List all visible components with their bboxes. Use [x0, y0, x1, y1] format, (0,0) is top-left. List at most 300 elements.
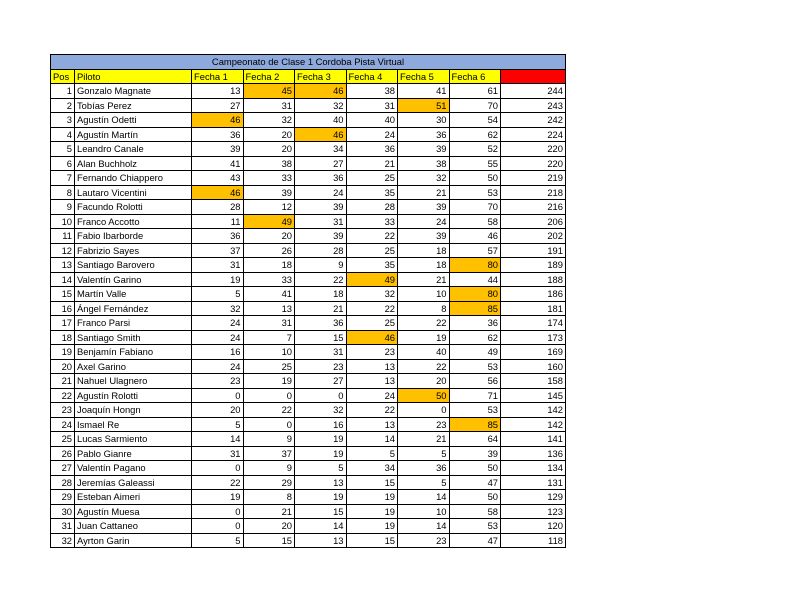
fecha-1-score-cell[interactable]: 43 [192, 171, 244, 186]
fecha-4-score-cell[interactable]: 13 [346, 359, 398, 374]
fecha-5-score-cell[interactable]: 21 [398, 185, 450, 200]
fecha-1-score-cell[interactable]: 46 [192, 113, 244, 128]
points-cell[interactable]: 169 [501, 345, 566, 360]
fecha-1-score-cell[interactable]: 5 [192, 287, 244, 302]
header-fecha-6[interactable]: Fecha 6 [449, 69, 501, 84]
fecha-1-score-cell[interactable]: 32 [192, 301, 244, 316]
points-cell[interactable]: 136 [501, 446, 566, 461]
fecha-1-score-cell[interactable]: 24 [192, 359, 244, 374]
pilot-name-cell[interactable]: Santiago Barovero [75, 258, 192, 273]
fecha-1-score-cell[interactable]: 31 [192, 258, 244, 273]
fecha-2-score-cell[interactable]: 10 [243, 345, 295, 360]
fecha-3-score-cell[interactable]: 23 [295, 359, 347, 374]
fecha-3-score-cell[interactable]: 18 [295, 287, 347, 302]
pilot-name-cell[interactable]: Alan Buchholz [75, 156, 192, 171]
fecha-4-score-cell[interactable]: 13 [346, 374, 398, 389]
fecha-3-score-cell[interactable]: 46 [295, 127, 347, 142]
fecha-6-score-cell[interactable]: 52 [449, 142, 501, 157]
fecha-1-score-cell[interactable]: 0 [192, 461, 244, 476]
pos-cell[interactable]: 26 [51, 446, 75, 461]
pilot-name-cell[interactable]: Santiago Smith [75, 330, 192, 345]
fecha-4-score-cell[interactable]: 40 [346, 113, 398, 128]
pos-cell[interactable]: 27 [51, 461, 75, 476]
points-cell[interactable]: 186 [501, 287, 566, 302]
fecha-2-score-cell[interactable]: 22 [243, 403, 295, 418]
fecha-6-score-cell[interactable]: 64 [449, 432, 501, 447]
fecha-6-score-cell[interactable]: 50 [449, 461, 501, 476]
fecha-2-score-cell[interactable]: 18 [243, 258, 295, 273]
pos-cell[interactable]: 25 [51, 432, 75, 447]
fecha-6-score-cell[interactable]: 53 [449, 519, 501, 534]
fecha-4-score-cell[interactable]: 15 [346, 475, 398, 490]
fecha-5-score-cell[interactable]: 22 [398, 316, 450, 331]
points-cell[interactable]: 218 [501, 185, 566, 200]
fecha-1-score-cell[interactable]: 23 [192, 374, 244, 389]
fecha-3-score-cell[interactable]: 32 [295, 403, 347, 418]
pilot-name-cell[interactable]: Pablo Gianre [75, 446, 192, 461]
fecha-4-score-cell[interactable]: 31 [346, 98, 398, 113]
fecha-3-score-cell[interactable]: 32 [295, 98, 347, 113]
pos-cell[interactable]: 31 [51, 519, 75, 534]
fecha-6-score-cell[interactable]: 70 [449, 200, 501, 215]
fecha-6-score-cell[interactable]: 58 [449, 504, 501, 519]
fecha-2-score-cell[interactable]: 19 [243, 374, 295, 389]
fecha-4-score-cell[interactable]: 22 [346, 229, 398, 244]
fecha-2-score-cell[interactable]: 25 [243, 359, 295, 374]
fecha-3-score-cell[interactable]: 5 [295, 461, 347, 476]
fecha-1-score-cell[interactable]: 24 [192, 330, 244, 345]
pilot-name-cell[interactable]: Juan Cattaneo [75, 519, 192, 534]
pos-cell[interactable]: 19 [51, 345, 75, 360]
fecha-6-score-cell[interactable]: 50 [449, 171, 501, 186]
pilot-name-cell[interactable]: Fernando Chiappero [75, 171, 192, 186]
fecha-4-score-cell[interactable]: 21 [346, 156, 398, 171]
pilot-name-cell[interactable]: Fabrizio Sayes [75, 243, 192, 258]
fecha-4-score-cell[interactable]: 24 [346, 388, 398, 403]
fecha-6-score-cell[interactable]: 46 [449, 229, 501, 244]
pos-cell[interactable]: 21 [51, 374, 75, 389]
fecha-5-score-cell[interactable]: 10 [398, 287, 450, 302]
pos-cell[interactable]: 4 [51, 127, 75, 142]
header-pilot[interactable]: Piloto [75, 69, 192, 84]
fecha-4-score-cell[interactable]: 35 [346, 258, 398, 273]
fecha-4-score-cell[interactable]: 28 [346, 200, 398, 215]
pilot-name-cell[interactable]: Gonzalo Magnate [75, 84, 192, 99]
fecha-4-score-cell[interactable]: 32 [346, 287, 398, 302]
fecha-5-score-cell[interactable]: 23 [398, 417, 450, 432]
fecha-5-score-cell[interactable]: 39 [398, 200, 450, 215]
fecha-2-score-cell[interactable]: 45 [243, 84, 295, 99]
points-cell[interactable]: 158 [501, 374, 566, 389]
pos-cell[interactable]: 9 [51, 200, 75, 215]
fecha-5-score-cell[interactable]: 20 [398, 374, 450, 389]
fecha-2-score-cell[interactable]: 8 [243, 490, 295, 505]
pos-cell[interactable]: 11 [51, 229, 75, 244]
points-cell[interactable]: 224 [501, 127, 566, 142]
fecha-5-score-cell[interactable]: 18 [398, 243, 450, 258]
fecha-5-score-cell[interactable]: 39 [398, 229, 450, 244]
fecha-1-score-cell[interactable]: 27 [192, 98, 244, 113]
fecha-6-score-cell[interactable]: 85 [449, 301, 501, 316]
pos-cell[interactable]: 17 [51, 316, 75, 331]
fecha-3-score-cell[interactable]: 40 [295, 113, 347, 128]
fecha-3-score-cell[interactable]: 14 [295, 519, 347, 534]
fecha-3-score-cell[interactable]: 31 [295, 345, 347, 360]
fecha-1-score-cell[interactable]: 22 [192, 475, 244, 490]
pos-cell[interactable]: 24 [51, 417, 75, 432]
fecha-1-score-cell[interactable]: 14 [192, 432, 244, 447]
pos-cell[interactable]: 22 [51, 388, 75, 403]
pilot-name-cell[interactable]: Agustín Martín [75, 127, 192, 142]
fecha-1-score-cell[interactable]: 0 [192, 519, 244, 534]
pilot-name-cell[interactable]: Agustín Rolotti [75, 388, 192, 403]
points-cell[interactable]: 191 [501, 243, 566, 258]
fecha-3-score-cell[interactable]: 19 [295, 490, 347, 505]
fecha-1-score-cell[interactable]: 39 [192, 142, 244, 157]
fecha-4-score-cell[interactable]: 34 [346, 461, 398, 476]
fecha-6-score-cell[interactable]: 62 [449, 127, 501, 142]
points-cell[interactable]: 142 [501, 417, 566, 432]
fecha-3-score-cell[interactable]: 27 [295, 156, 347, 171]
fecha-4-score-cell[interactable]: 33 [346, 214, 398, 229]
fecha-5-score-cell[interactable]: 18 [398, 258, 450, 273]
fecha-6-score-cell[interactable]: 85 [449, 417, 501, 432]
pos-cell[interactable]: 29 [51, 490, 75, 505]
pos-cell[interactable]: 1 [51, 84, 75, 99]
fecha-6-score-cell[interactable]: 53 [449, 359, 501, 374]
points-cell[interactable]: 174 [501, 316, 566, 331]
fecha-5-score-cell[interactable]: 39 [398, 142, 450, 157]
fecha-2-score-cell[interactable]: 49 [243, 214, 295, 229]
fecha-3-score-cell[interactable]: 39 [295, 229, 347, 244]
points-cell[interactable]: 216 [501, 200, 566, 215]
pos-cell[interactable]: 13 [51, 258, 75, 273]
fecha-3-score-cell[interactable]: 22 [295, 272, 347, 287]
fecha-3-score-cell[interactable]: 31 [295, 214, 347, 229]
fecha-1-score-cell[interactable]: 20 [192, 403, 244, 418]
pos-cell[interactable]: 15 [51, 287, 75, 302]
fecha-5-score-cell[interactable]: 41 [398, 84, 450, 99]
pos-cell[interactable]: 20 [51, 359, 75, 374]
fecha-4-score-cell[interactable]: 5 [346, 446, 398, 461]
fecha-6-score-cell[interactable]: 47 [449, 533, 501, 548]
fecha-4-score-cell[interactable]: 15 [346, 533, 398, 548]
pilot-name-cell[interactable]: Franco Accotto [75, 214, 192, 229]
fecha-2-score-cell[interactable]: 9 [243, 432, 295, 447]
fecha-6-score-cell[interactable]: 71 [449, 388, 501, 403]
fecha-5-score-cell[interactable]: 19 [398, 330, 450, 345]
points-cell[interactable]: 142 [501, 403, 566, 418]
fecha-6-score-cell[interactable]: 70 [449, 98, 501, 113]
fecha-3-score-cell[interactable]: 36 [295, 316, 347, 331]
fecha-4-score-cell[interactable]: 49 [346, 272, 398, 287]
fecha-1-score-cell[interactable]: 24 [192, 316, 244, 331]
fecha-2-score-cell[interactable]: 0 [243, 417, 295, 432]
fecha-2-score-cell[interactable]: 31 [243, 98, 295, 113]
pilot-name-cell[interactable]: Lucas Sarmiento [75, 432, 192, 447]
fecha-4-score-cell[interactable]: 19 [346, 504, 398, 519]
fecha-5-score-cell[interactable]: 36 [398, 461, 450, 476]
fecha-3-score-cell[interactable]: 9 [295, 258, 347, 273]
fecha-2-score-cell[interactable]: 33 [243, 171, 295, 186]
fecha-3-score-cell[interactable]: 36 [295, 171, 347, 186]
pos-cell[interactable]: 12 [51, 243, 75, 258]
fecha-2-score-cell[interactable]: 7 [243, 330, 295, 345]
pos-cell[interactable]: 28 [51, 475, 75, 490]
header-fecha-1[interactable]: Fecha 1 [192, 69, 244, 84]
fecha-6-score-cell[interactable]: 36 [449, 316, 501, 331]
points-cell[interactable]: 244 [501, 84, 566, 99]
fecha-3-score-cell[interactable]: 24 [295, 185, 347, 200]
fecha-6-score-cell[interactable]: 58 [449, 214, 501, 229]
fecha-3-score-cell[interactable]: 21 [295, 301, 347, 316]
fecha-6-score-cell[interactable]: 56 [449, 374, 501, 389]
fecha-2-score-cell[interactable]: 15 [243, 533, 295, 548]
fecha-4-score-cell[interactable]: 36 [346, 142, 398, 157]
fecha-5-score-cell[interactable]: 22 [398, 359, 450, 374]
fecha-1-score-cell[interactable]: 37 [192, 243, 244, 258]
fecha-5-score-cell[interactable]: 23 [398, 533, 450, 548]
title-row [51, 55, 566, 70]
points-cell[interactable]: 189 [501, 258, 566, 273]
fecha-3-score-cell[interactable]: 34 [295, 142, 347, 157]
fecha-6-score-cell[interactable]: 39 [449, 446, 501, 461]
fecha-5-score-cell[interactable]: 0 [398, 403, 450, 418]
fecha-6-score-cell[interactable]: 54 [449, 113, 501, 128]
fecha-3-score-cell[interactable]: 19 [295, 432, 347, 447]
points-cell[interactable]: 134 [501, 461, 566, 476]
fecha-6-score-cell[interactable]: 55 [449, 156, 501, 171]
pilot-name-cell[interactable]: Tobías Perez [75, 98, 192, 113]
fecha-6-score-cell[interactable]: 61 [449, 84, 501, 99]
points-cell[interactable]: 160 [501, 359, 566, 374]
fecha-3-score-cell[interactable]: 46 [295, 84, 347, 99]
fecha-4-score-cell[interactable]: 25 [346, 171, 398, 186]
fecha-3-score-cell[interactable]: 16 [295, 417, 347, 432]
pilot-name-cell[interactable]: Ismael Re [75, 417, 192, 432]
fecha-2-score-cell[interactable]: 21 [243, 504, 295, 519]
points-cell[interactable]: 202 [501, 229, 566, 244]
fecha-2-score-cell[interactable]: 33 [243, 272, 295, 287]
fecha-6-score-cell[interactable]: 47 [449, 475, 501, 490]
pos-cell[interactable]: 32 [51, 533, 75, 548]
fecha-5-score-cell[interactable]: 21 [398, 272, 450, 287]
pos-cell[interactable]: 23 [51, 403, 75, 418]
fecha-6-score-cell[interactable]: 62 [449, 330, 501, 345]
fecha-6-score-cell[interactable]: 50 [449, 490, 501, 505]
fecha-6-score-cell[interactable]: 53 [449, 185, 501, 200]
pilot-name-cell[interactable]: Facundo Rolotti [75, 200, 192, 215]
fecha-3-score-cell[interactable]: 13 [295, 475, 347, 490]
fecha-2-score-cell[interactable]: 37 [243, 446, 295, 461]
fecha-4-score-cell[interactable]: 23 [346, 345, 398, 360]
fecha-1-score-cell[interactable]: 5 [192, 417, 244, 432]
fecha-1-score-cell[interactable]: 41 [192, 156, 244, 171]
fecha-4-score-cell[interactable]: 22 [346, 403, 398, 418]
points-cell[interactable]: 123 [501, 504, 566, 519]
points-cell[interactable]: 129 [501, 490, 566, 505]
fecha-1-score-cell[interactable]: 19 [192, 490, 244, 505]
fecha-4-score-cell[interactable]: 25 [346, 316, 398, 331]
fecha-1-score-cell[interactable]: 19 [192, 272, 244, 287]
pos-cell[interactable]: 18 [51, 330, 75, 345]
pilot-name-cell[interactable]: Nahuel Ulagnero [75, 374, 192, 389]
fecha-4-score-cell[interactable]: 38 [346, 84, 398, 99]
fecha-5-score-cell[interactable]: 50 [398, 388, 450, 403]
fecha-5-score-cell[interactable]: 36 [398, 127, 450, 142]
header-fecha-4[interactable]: Fecha 4 [346, 69, 398, 84]
fecha-1-score-cell[interactable]: 46 [192, 185, 244, 200]
points-cell[interactable]: 220 [501, 156, 566, 171]
fecha-1-score-cell[interactable]: 0 [192, 504, 244, 519]
fecha-3-score-cell[interactable]: 15 [295, 330, 347, 345]
fecha-2-score-cell[interactable]: 20 [243, 519, 295, 534]
pos-cell[interactable]: 5 [51, 142, 75, 157]
fecha-5-score-cell[interactable]: 51 [398, 98, 450, 113]
fecha-3-score-cell[interactable]: 39 [295, 200, 347, 215]
fecha-3-score-cell[interactable]: 13 [295, 533, 347, 548]
fecha-6-score-cell[interactable]: 53 [449, 403, 501, 418]
fecha-2-score-cell[interactable]: 31 [243, 316, 295, 331]
pos-cell[interactable]: 16 [51, 301, 75, 316]
fecha-6-score-cell[interactable]: 57 [449, 243, 501, 258]
points-cell[interactable]: 141 [501, 432, 566, 447]
pos-cell[interactable]: 2 [51, 98, 75, 113]
pos-cell[interactable]: 30 [51, 504, 75, 519]
pos-cell[interactable]: 7 [51, 171, 75, 186]
fecha-1-score-cell[interactable]: 11 [192, 214, 244, 229]
fecha-5-score-cell[interactable]: 21 [398, 432, 450, 447]
fecha-5-score-cell[interactable]: 8 [398, 301, 450, 316]
fecha-5-score-cell[interactable]: 32 [398, 171, 450, 186]
fecha-5-score-cell[interactable]: 40 [398, 345, 450, 360]
points-cell[interactable]: 219 [501, 171, 566, 186]
pilot-name-cell[interactable]: Agustín Muesa [75, 504, 192, 519]
fecha-5-score-cell[interactable]: 10 [398, 504, 450, 519]
points-cell[interactable]: 120 [501, 519, 566, 534]
fecha-2-score-cell[interactable]: 29 [243, 475, 295, 490]
fecha-5-score-cell[interactable]: 24 [398, 214, 450, 229]
fecha-1-score-cell[interactable]: 36 [192, 127, 244, 142]
fecha-5-score-cell[interactable]: 14 [398, 519, 450, 534]
points-cell[interactable]: 118 [501, 533, 566, 548]
fecha-1-score-cell[interactable]: 16 [192, 345, 244, 360]
pilot-name-cell[interactable]: Martín Valle [75, 287, 192, 302]
fecha-5-score-cell[interactable]: 5 [398, 446, 450, 461]
fecha-3-score-cell[interactable]: 28 [295, 243, 347, 258]
header-points[interactable]: Puntos [501, 69, 566, 84]
fecha-2-score-cell[interactable]: 20 [243, 142, 295, 157]
header-fecha-5[interactable]: Fecha 5 [398, 69, 450, 84]
points-cell[interactable]: 173 [501, 330, 566, 345]
pilot-name-cell[interactable]: Leandro Canale [75, 142, 192, 157]
fecha-6-score-cell[interactable]: 44 [449, 272, 501, 287]
pos-cell[interactable]: 10 [51, 214, 75, 229]
fecha-1-score-cell[interactable]: 13 [192, 84, 244, 99]
fecha-3-score-cell[interactable]: 19 [295, 446, 347, 461]
fecha-1-score-cell[interactable]: 28 [192, 200, 244, 215]
fecha-5-score-cell[interactable]: 38 [398, 156, 450, 171]
header-pos[interactable]: Pos [51, 69, 75, 84]
fecha-3-score-cell[interactable]: 0 [295, 388, 347, 403]
fecha-4-score-cell[interactable]: 19 [346, 519, 398, 534]
points-cell[interactable]: 131 [501, 475, 566, 490]
pilot-name-cell[interactable]: Benjamín Fabiano [75, 345, 192, 360]
pilot-name-cell[interactable]: Ayrton Garin [75, 533, 192, 548]
points-cell[interactable]: 243 [501, 98, 566, 113]
fecha-4-score-cell[interactable]: 25 [346, 243, 398, 258]
pilot-name-cell[interactable]: Lautaro Vicentini [75, 185, 192, 200]
fecha-1-score-cell[interactable]: 36 [192, 229, 244, 244]
points-cell[interactable]: 145 [501, 388, 566, 403]
pilot-name-cell[interactable]: Franco Parsi [75, 316, 192, 331]
fecha-6-score-cell[interactable]: 80 [449, 258, 501, 273]
fecha-2-score-cell[interactable]: 26 [243, 243, 295, 258]
fecha-6-score-cell[interactable]: 80 [449, 287, 501, 302]
points-cell[interactable]: 181 [501, 301, 566, 316]
fecha-2-score-cell[interactable]: 41 [243, 287, 295, 302]
fecha-5-score-cell[interactable]: 14 [398, 490, 450, 505]
fecha-2-score-cell[interactable]: 38 [243, 156, 295, 171]
pos-cell[interactable]: 8 [51, 185, 75, 200]
pilot-name-cell[interactable]: Axel Garino [75, 359, 192, 374]
fecha-2-score-cell[interactable]: 32 [243, 113, 295, 128]
pilot-name-cell[interactable]: Jeremías Galeassi [75, 475, 192, 490]
fecha-2-score-cell[interactable]: 9 [243, 461, 295, 476]
fecha-2-score-cell[interactable]: 39 [243, 185, 295, 200]
header-fecha-3[interactable]: Fecha 3 [295, 69, 347, 84]
fecha-4-score-cell[interactable]: 46 [346, 330, 398, 345]
fecha-3-score-cell[interactable]: 27 [295, 374, 347, 389]
fecha-5-score-cell[interactable]: 5 [398, 475, 450, 490]
pos-cell[interactable]: 6 [51, 156, 75, 171]
header-fecha-2[interactable]: Fecha 2 [243, 69, 295, 84]
pilot-name-cell[interactable]: Esteban Aimeri [75, 490, 192, 505]
pos-cell[interactable]: 14 [51, 272, 75, 287]
fecha-4-score-cell[interactable]: 35 [346, 185, 398, 200]
pilot-name-cell[interactable]: Ángel Fernández [75, 301, 192, 316]
points-cell[interactable]: 242 [501, 113, 566, 128]
fecha-2-score-cell[interactable]: 20 [243, 127, 295, 142]
fecha-4-score-cell[interactable]: 22 [346, 301, 398, 316]
fecha-2-score-cell[interactable]: 12 [243, 200, 295, 215]
fecha-6-score-cell[interactable]: 49 [449, 345, 501, 360]
fecha-4-score-cell[interactable]: 19 [346, 490, 398, 505]
points-cell[interactable]: 220 [501, 142, 566, 157]
fecha-2-score-cell[interactable]: 13 [243, 301, 295, 316]
sheet-title[interactable]: Campeonato de Clase 1 Cordoba Pista Virtual [51, 55, 566, 70]
table-row [51, 287, 566, 302]
points-cell[interactable]: 188 [501, 272, 566, 287]
pos-cell[interactable]: 3 [51, 113, 75, 128]
pilot-name-cell[interactable]: Joaquín Hongn [75, 403, 192, 418]
fecha-1-score-cell[interactable]: 0 [192, 388, 244, 403]
fecha-4-score-cell[interactable]: 24 [346, 127, 398, 142]
pilot-name-cell[interactable]: Agustín Odetti [75, 113, 192, 128]
fecha-5-score-cell[interactable]: 30 [398, 113, 450, 128]
pilot-name-cell[interactable]: Valentín Garino [75, 272, 192, 287]
points-cell[interactable]: 206 [501, 214, 566, 229]
fecha-1-score-cell[interactable]: 31 [192, 446, 244, 461]
fecha-4-score-cell[interactable]: 13 [346, 417, 398, 432]
fecha-3-score-cell[interactable]: 15 [295, 504, 347, 519]
pilot-name-cell[interactable]: Valentín Pagano [75, 461, 192, 476]
fecha-2-score-cell[interactable]: 0 [243, 388, 295, 403]
fecha-1-score-cell[interactable]: 5 [192, 533, 244, 548]
fecha-2-score-cell[interactable]: 20 [243, 229, 295, 244]
pilot-name-cell[interactable]: Fabio Ibarborde [75, 229, 192, 244]
fecha-4-score-cell[interactable]: 14 [346, 432, 398, 447]
